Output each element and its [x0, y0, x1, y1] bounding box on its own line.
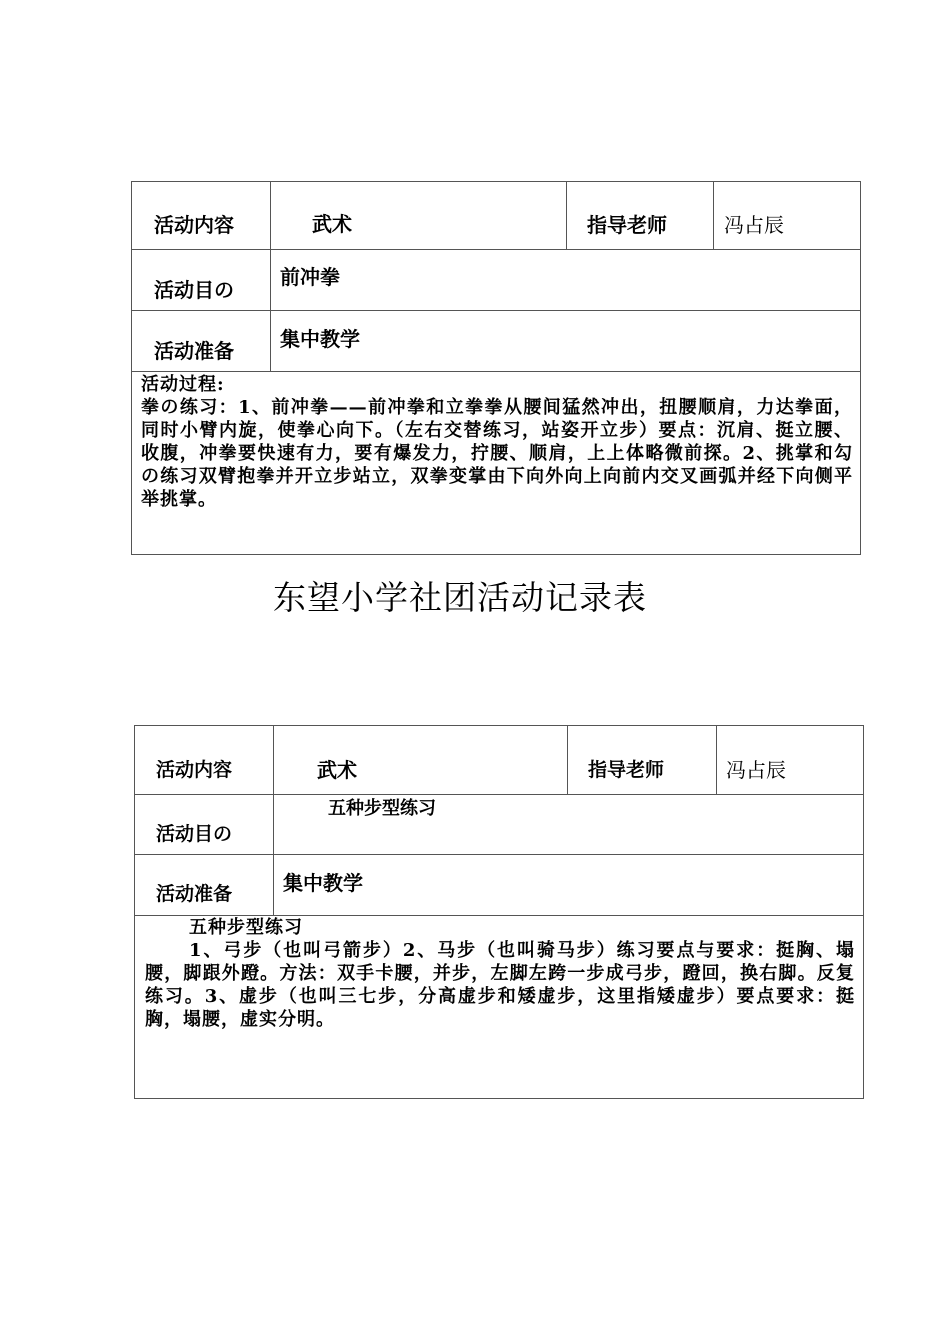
process-heading: 五种步型练习 [189, 917, 303, 938]
activity-prep-label: 活动准备 [154, 339, 234, 363]
activity-prep-value: 集中教学 [283, 871, 363, 895]
teacher-label: 指导老师 [588, 759, 665, 781]
activity-process [141, 373, 853, 511]
row-divider [135, 794, 863, 795]
activity-goal-label: 活动目の [156, 823, 233, 845]
activity-prep-value: 集中教学 [280, 327, 360, 351]
col-divider [567, 726, 568, 794]
page-title: 东望小学社团活动记录表 [273, 578, 647, 617]
process-heading: 活动过程: [141, 374, 225, 395]
col-divider [716, 726, 717, 794]
col-divider [273, 726, 274, 915]
activity-content-label: 活动内容 [156, 759, 233, 781]
row-divider [132, 310, 860, 311]
activity-content-value: 武术 [317, 758, 357, 782]
teacher-value: 冯占辰 [724, 213, 784, 237]
process-text: 拳の练习：1、前冲拳——前冲拳和立拳拳从腰间猛然冲出，扭腰顺肩，力达拳面，同时小臂内旋，使拳心向下。（左右交替练习，站姿开立步）要点：沉肩、挺立腰、收腹，冲拳要快速有力，要有爆发力，拧腰、顺肩，上上体略微前探。2、挑掌和勾の练习双臂抱拳并开立步站立，双拳变掌由下向外向上向前内交叉画弧并经下向侧平举挑掌。 [141, 397, 853, 510]
row-divider [135, 854, 863, 855]
row-divider [132, 249, 860, 250]
teacher-label: 指导老师 [587, 213, 667, 237]
activity-prep-label: 活动准备 [156, 883, 233, 905]
activity-process [145, 916, 855, 1031]
col-divider [270, 182, 271, 371]
activity-content-value: 武术 [312, 212, 352, 236]
record-table-2 [134, 725, 864, 1099]
teacher-value: 冯占辰 [726, 758, 786, 782]
process-text: 1、弓步（也叫弓箭步）2、马步（也叫骑马步）练习要点与要求：挺胸、塌腰，脚跟外蹬。方法：双手卡腰，并步，左脚左跨一步成弓步，蹬回，换右脚。反复练习。3、虚步（也叫三七步，分高虚步和矮虚步，这里指矮虚步）要点要求：挺胸，塌腰，虚实分明。 [145, 940, 855, 1030]
col-divider [566, 182, 567, 249]
activity-goal-value: 五种步型练习 [328, 798, 436, 819]
activity-content-label: 活动内容 [154, 213, 234, 237]
row-divider [132, 371, 860, 372]
record-table-1 [131, 181, 861, 555]
activity-goal-label: 活动目の [154, 278, 234, 302]
activity-goal-value: 前冲拳 [280, 265, 340, 289]
col-divider [713, 182, 714, 249]
